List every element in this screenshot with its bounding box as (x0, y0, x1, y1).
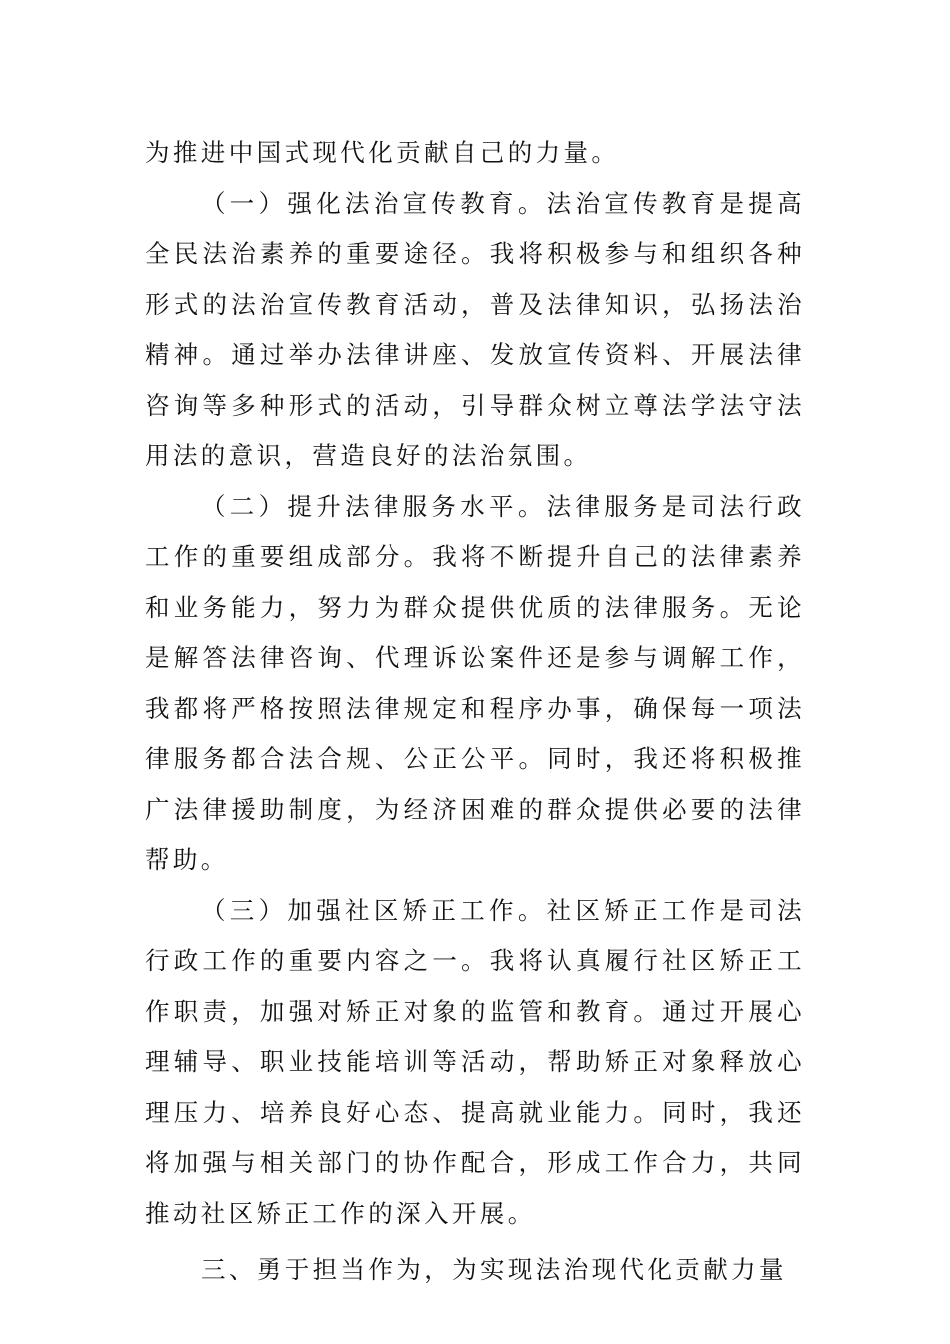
paragraph-legal-publicity: （一）强化法治宣传教育。法治宣传教育是提高全民法治素养的重要途径。我将积极参与和组织各种形式的法治宣传教育活动，普及法律知识，弘扬法治精神。通过举办法律讲座、发放宣传资料、开展法律咨询等多种形式的活动，引导群众树立尊法学法守法用法的意识，营造良好的法治氛围。 (145, 188, 805, 470)
section-heading: 三、勇于担当作为，为实现法治现代化贡献力量 (201, 1255, 787, 1284)
paragraph-community-correction: （三）加强社区矫正工作。社区矫正工作是司法行政工作的重要内容之一。我将认真履行社区矫正工作职责，加强对矫正对象的监管和教育。通过开展心理辅导、职业技能培训等活动，帮助矫正对象释放心理压力、培养良好心态、提高就业能力。同时，我还将加强与相关部门的协作配合，形成工作合力，共同推动社区矫正工作的深入开展。 (145, 895, 805, 1228)
document-body (145, 128, 805, 1296)
paragraph-legal-services: （二）提升法律服务水平。法律服务是司法行政工作的重要组成部分。我将不断提升自己的法律素养和业务能力，努力为群众提供优质的法律服务。无论是解答法律咨询、代理诉讼案件还是参与调解工作，我都将严格按照法律规定和程序办事，确保每一项法律服务都合法合规、公正公平。同时，我还将积极推广法律援助制度，为经济困难的群众提供必要的法律帮助。 (145, 491, 805, 874)
paragraph-continuation: 为推进中国式现代化贡献自己的力量。 (145, 138, 620, 167)
